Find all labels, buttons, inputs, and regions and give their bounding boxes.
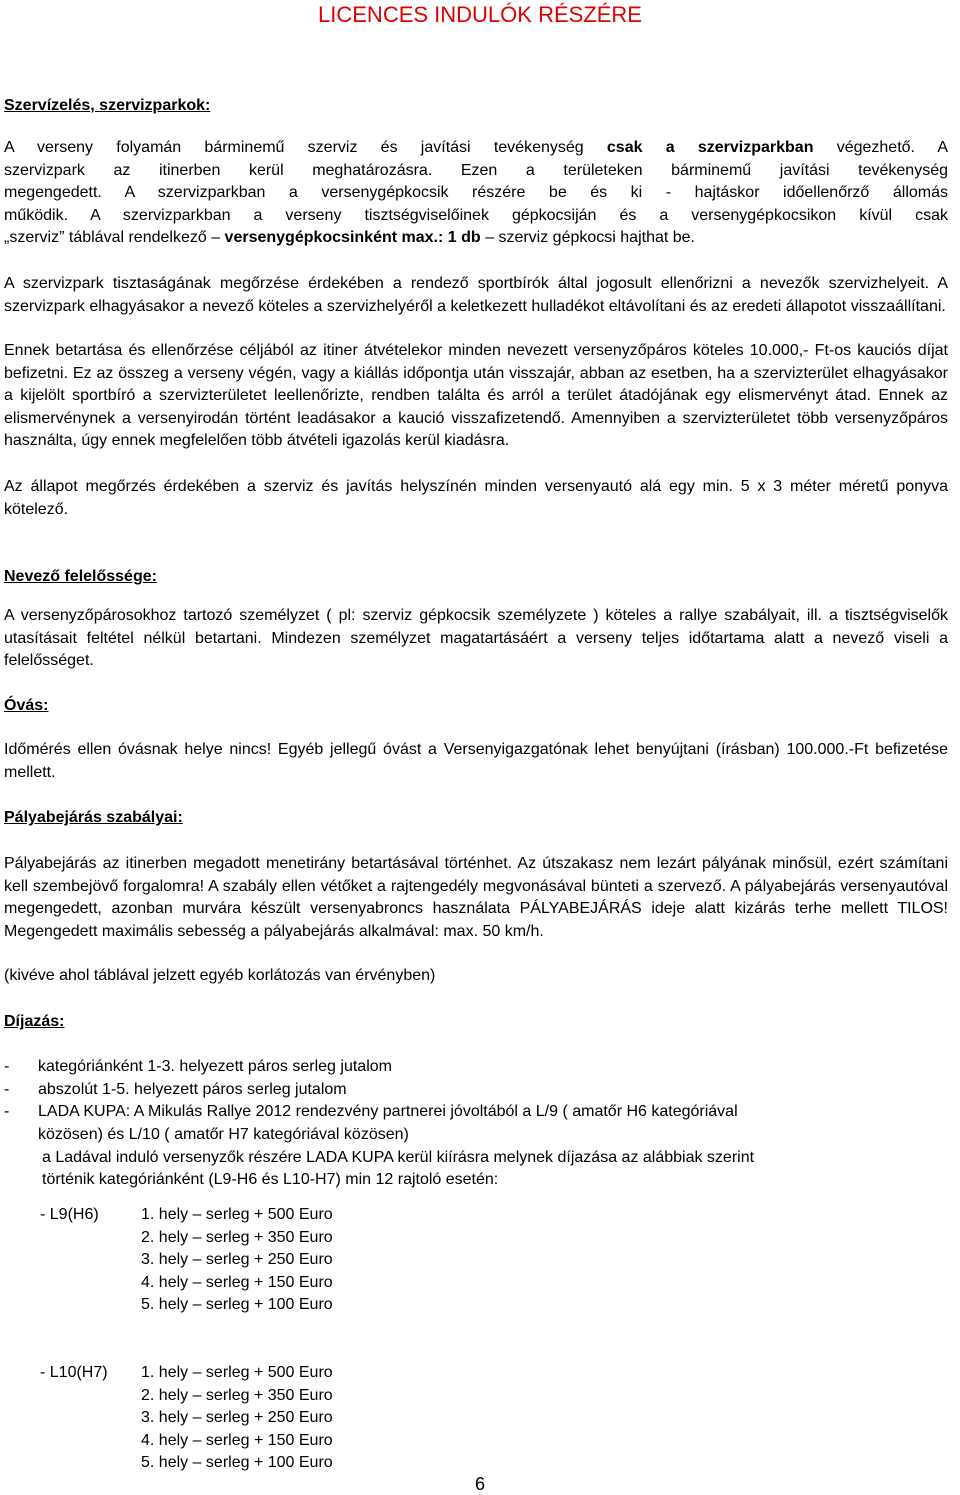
service-p1-line3: megengedett. A szervizparkban a versenygépkocsik részére be és ki - hajtáskor időellenőrző állomás <box>4 184 948 201</box>
service-p1-line1-bold: csak a szervizparkban <box>606 139 814 156</box>
group-l10-item-4: 4. hely – serleg + 150 Euro <box>141 1432 333 1449</box>
group-l10-item-2: 2. hely – serleg + 350 Euro <box>141 1387 333 1404</box>
recce-heading: Pályabejárás szabályai: <box>4 809 183 826</box>
responsibility-heading-block <box>4 566 948 589</box>
responsibility-paragraph: A versenyzőpárosokhoz tartozó személyzet ( pl: szerviz gépkocsik személyzete ) köteles a rallye szabályait, ill. a tisztségviselők utasításait feltétel nélkül betartani. Mindezen személyzet magatartásáért a verseny teljes időtartama alatt a nevező viseli a felelősséget. <box>4 607 948 669</box>
service-p1-line4: működik. A szervizparkban a verseny tisztségviselőinek gépkocsiján és a versenygépkocsikon kívül csak <box>4 206 948 224</box>
bullet-item-3-cont-3: történik kategóriánként (L9-H6 és L10-H7) min 12 rajtoló esetén: <box>42 1171 499 1188</box>
bullet-item-3: LADA KUPA: A Mikulás Rallye 2012 rendezvény partnerei jóvoltából a L/9 ( amatőr H6 kategóriával <box>38 1103 738 1120</box>
protest-heading-block <box>4 695 948 718</box>
group-l9-item-2: 2. hely – serleg + 350 Euro <box>141 1229 333 1246</box>
group-l9-item-5: 5. hely – serleg + 100 Euro <box>141 1296 333 1313</box>
service-paragraph-3: Ennek betartása és ellenőrzése céljából az itiner átvételekor minden nevezett versenyzőpáros köteles 10.000,- Ft-os kauciós díjat befizetni. Ez az összeg a verseny végén, vagy a kiállás időpontja után visszajár, abban az esetben, ha a szervizterület elhagyásakor a kijelölt sportbíró a szervizterületet leellenőrizte, rendben találta és arról a terület átadójának egy elismervényt átad. Ennek az elismervénynek a versenyirodán történt leadásakor a kaució visszafizetendő. Amennyiben a szervizterületet több versenyzőpáros használta, úgy ennek megfelelően több átvételi igazolás kerül kiadásra. <box>4 342 948 449</box>
group-l10-item-3: 3. hely – serleg + 250 Euro <box>141 1409 333 1426</box>
group-l9-item-1: 1. hely – serleg + 500 Euro <box>141 1206 333 1223</box>
responsibility-heading: Nevező felelőssége: <box>4 568 157 585</box>
protest-heading: Óvás: <box>4 697 49 714</box>
recce-paragraph-2: (kivéve ahol táblával jelzett egyéb korlátozás van érvényben) <box>4 967 436 984</box>
prizes-heading-block <box>4 1011 948 1034</box>
bullet-item-3-cont-1: közösen) és L/10 ( amatőr H7 kategóriával közösen) <box>38 1126 409 1143</box>
service-paragraph-2: A szervizpark tisztaságának megőrzése érdekében a rendező sportbírók által jogosult ellenőrizni a nevezők szervizhelyeit. A szervizpark elhagyásakor a nevező köteles a szervizhelyéről a keletkezett hulladékot eltávolítani és az eredeti állapotot visszaállítani. <box>4 275 948 315</box>
prizes-heading: Díjazás: <box>4 1013 65 1030</box>
service-p1-line5 <box>4 227 948 250</box>
service-p1-line1-c: végezhető. A <box>813 139 948 156</box>
bullet-dash-1: - <box>4 1058 10 1075</box>
bullet-item-1: kategóriánként 1-3. helyezett páros serleg jutalom <box>38 1058 392 1075</box>
bullet-item-3-cont-2: a Ladával induló versenyzők részére LADA KUPA kerül kiírásra melynek díjazása az alábbiak szerint <box>42 1149 755 1166</box>
service-p1-line1-a: A verseny folyamán bárminemű szerviz és javítási tevékenység <box>4 139 607 156</box>
service-p1-line5-bold: versenygépkocsinként max.: 1 db <box>224 229 481 246</box>
group-l10-item-5: 5. hely – serleg + 100 Euro <box>141 1454 333 1471</box>
service-heading-block <box>4 95 948 118</box>
page-title: LICENCES INDULÓK RÉSZÉRE <box>318 2 642 27</box>
protest-paragraph: Időmérés ellen óvásnak helye nincs! Egyéb jellegű óvást a Versenyigazgatónak lehet benyújtani (írásban) 100.000.-Ft befizetése mellett. <box>4 741 948 781</box>
service-p1-line1 <box>4 137 948 160</box>
service-p1-line5-a: „szerviz” táblával rendelkező – <box>4 229 225 246</box>
group-l10-item-1: 1. hely – serleg + 500 Euro <box>141 1364 333 1381</box>
service-heading: Szervízelés, szervizparkok: <box>4 97 211 114</box>
service-paragraph-1 <box>4 137 948 250</box>
service-p1-line5-c: – szerviz gépkocsi hajthat be. <box>480 229 695 246</box>
group-l10-label: - L10(H7) <box>40 1364 108 1381</box>
recce-heading-block <box>4 807 948 830</box>
service-p1-line2: szervizpark az itinerben kerül meghatározásra. Ezen a területeken bárminemű javítási tevékenység <box>4 161 948 179</box>
recce-paragraph-1: Pályabejárás az itinerben megadott menetirány betartásával történhet. Az útszakasz nem lezárt pályának minősül, ezért számítani kell szembejövő forgalomra! A szabály ellen vétőket a rajtengedély megvonásával bünteti a szervező. A pályabejárás versenyautóval megengedett, azonban murvára készült versenyabroncs használata PÁLYABEJÁRÁS ideje alatt kizárás terhe mellett TILOS! Megengedett maximális sebesség a pályabejárás alkalmával: max. 50 km/h. <box>4 855 948 940</box>
page-number: 6 <box>474 1474 485 1494</box>
bullet-dash-3: - <box>4 1103 10 1120</box>
group-l9-label: - L9(H6) <box>40 1206 99 1223</box>
group-l9-item-4: 4. hely – serleg + 150 Euro <box>141 1274 333 1291</box>
bullet-item-2: abszolút 1-5. helyezett páros serleg jutalom <box>38 1081 347 1098</box>
service-paragraph-4: Az állapot megőrzés érdekében a szerviz és javítás helyszínén minden versenyautó alá egy min. 5 x 3 méter méretű ponyva kötelező. <box>4 478 948 518</box>
bullet-dash-2: - <box>4 1081 10 1098</box>
group-l9-item-3: 3. hely – serleg + 250 Euro <box>141 1251 333 1268</box>
